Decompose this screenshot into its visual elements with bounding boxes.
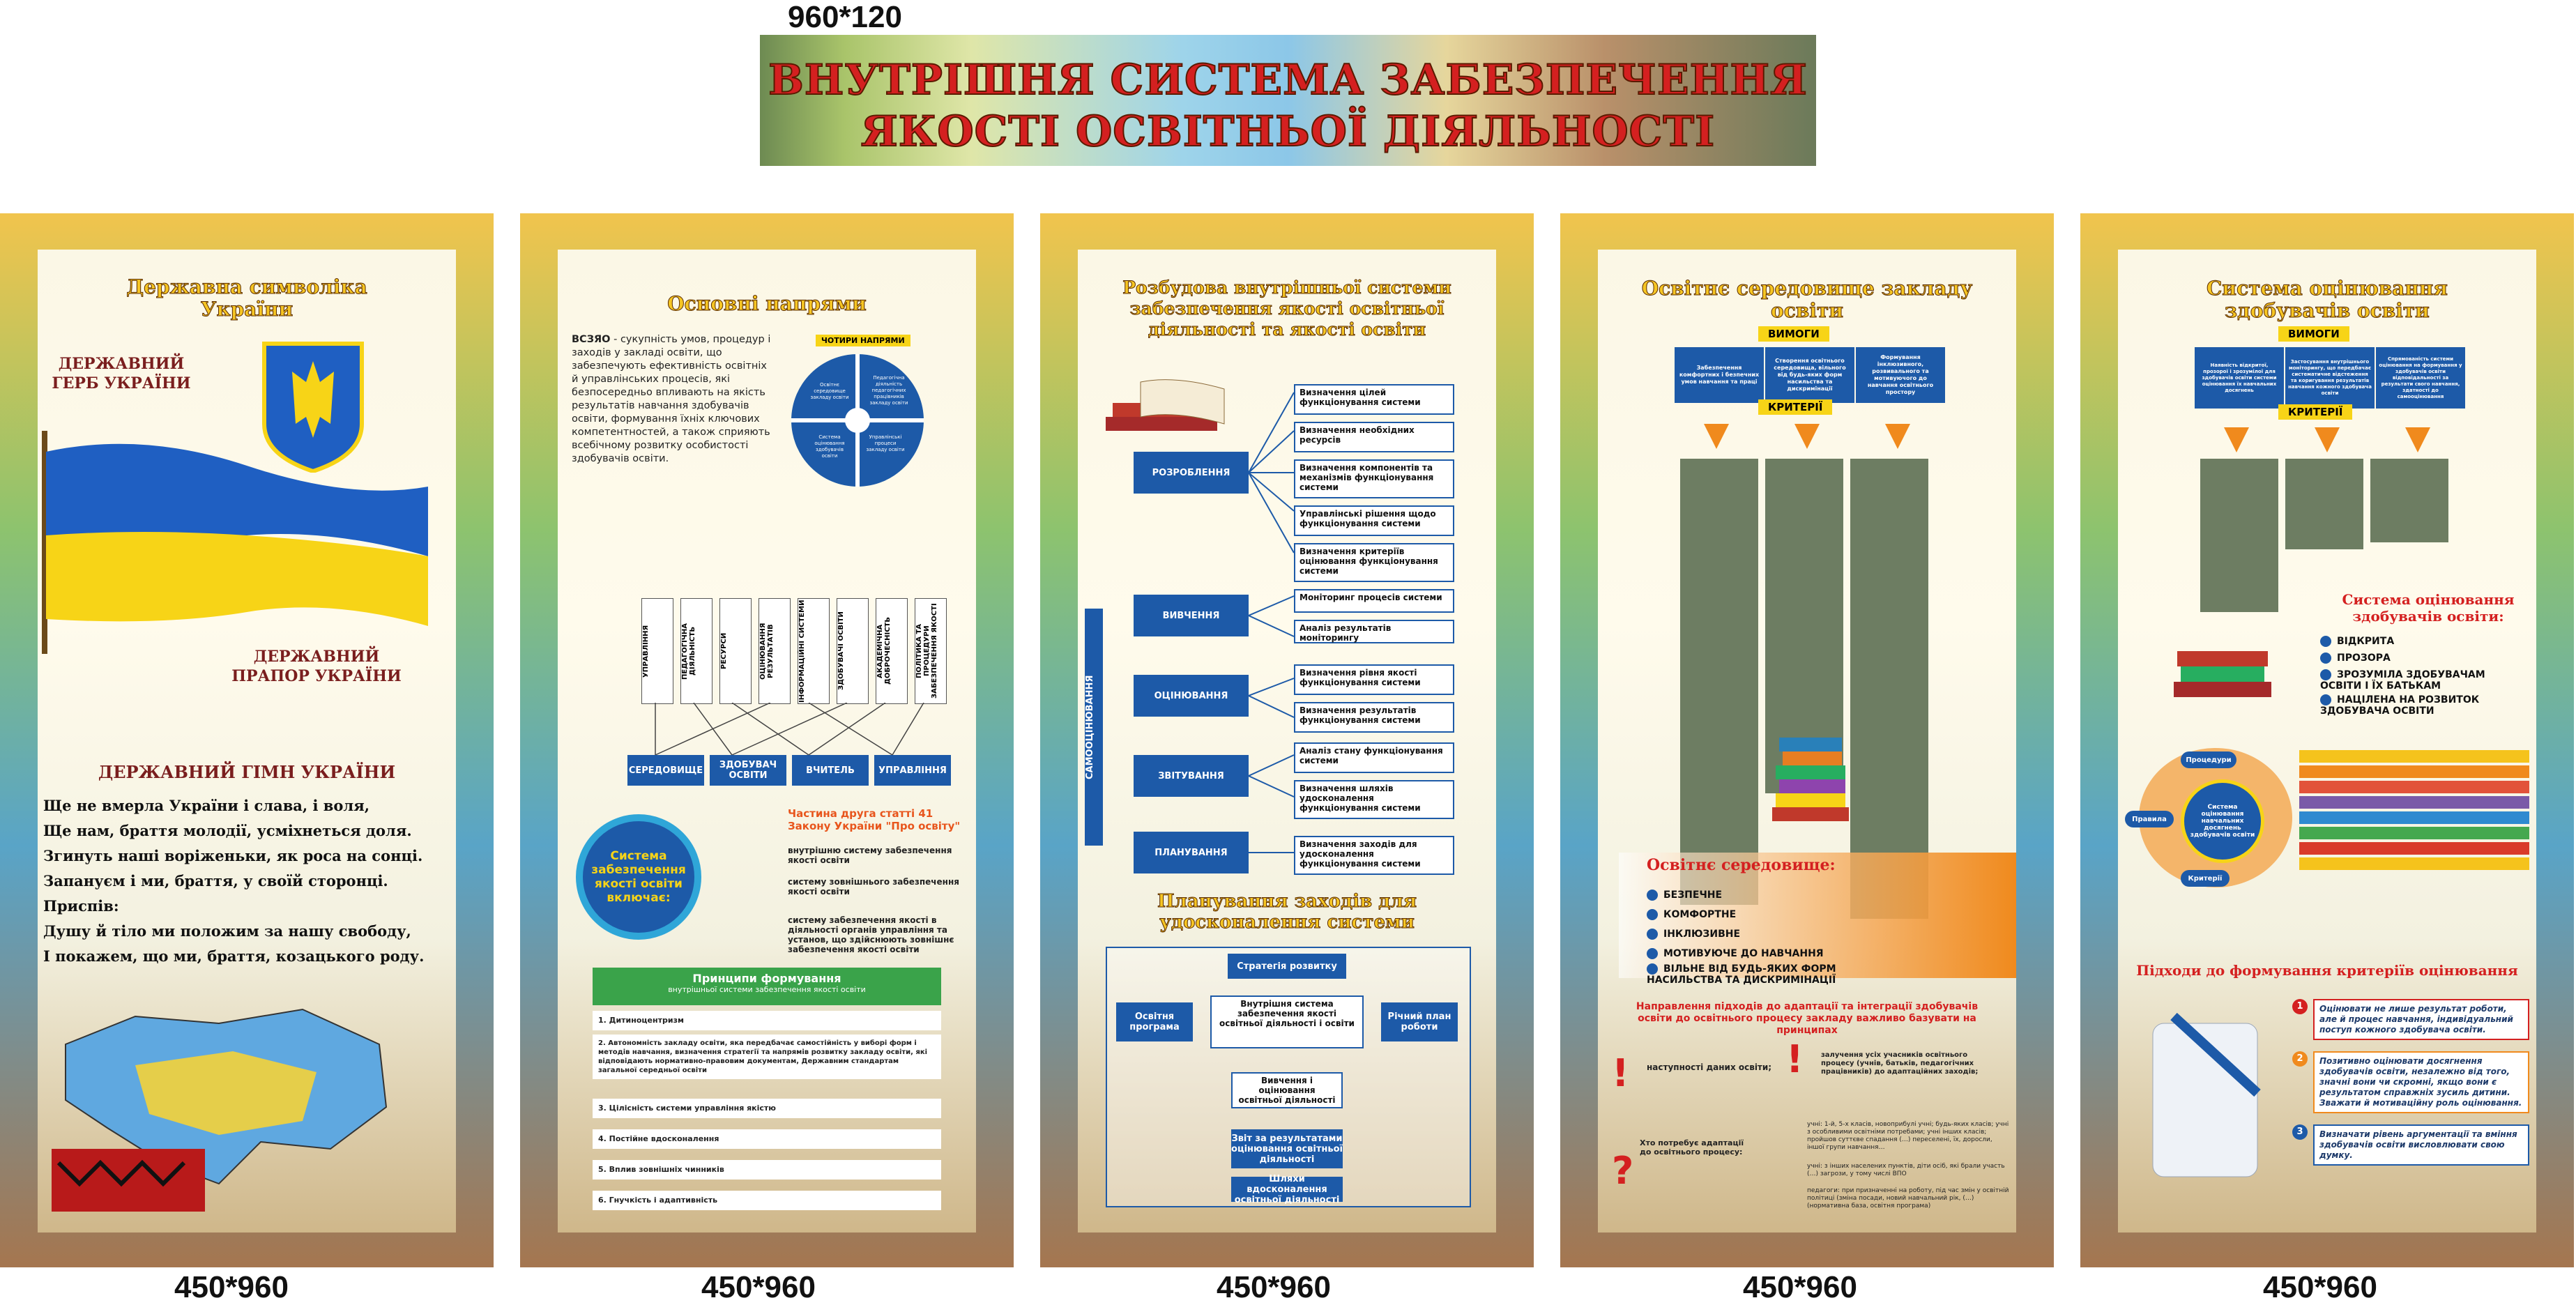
panel-inner xyxy=(38,250,456,1232)
criteria-stripe xyxy=(2299,796,2529,809)
panel-title: Освітнє середовище закладу освіти xyxy=(1641,277,1973,322)
stage-item: Визначення шляхів удосконалення функціонування системи xyxy=(1294,780,1454,819)
banner-title-line1: ВНУТРІШНЯ СИСТЕМА ЗАБЕЗПЕЧЕННЯ xyxy=(768,56,1808,105)
scroll-pencil-icon xyxy=(2132,1009,2278,1191)
flag-icon xyxy=(38,424,456,661)
stage-item: Визначення компонентів та механізмів функціонування системи xyxy=(1294,459,1454,498)
panel-state-symbols xyxy=(0,213,494,1267)
criteria-stripe xyxy=(2299,781,2529,793)
circle-segment: Педагогічна діяльність педагогічних працівників закладу освіти xyxy=(869,375,908,406)
anthem-text xyxy=(43,793,455,969)
cycle-node: Критерії xyxy=(2181,870,2230,887)
assessment-title: Система оцінювання здобувачів освіти: xyxy=(2342,591,2515,625)
anthem-line: Ще нам, браття молодії, усміхнеться доля. xyxy=(43,822,412,839)
self-assessment-label: САМООЦІНЮВАННЯ xyxy=(1085,609,1103,846)
adaptation-answer: педагоги: при призначенні на роботу, під час змін у освітній політиці (зміна посади, новий навчальний рік, (…) (нормативна база, освітня програма) xyxy=(1807,1187,2009,1209)
direction-box: СЕРЕДОВИЩЕ xyxy=(627,755,704,786)
adaptation-answer: учні: з інших населених пунктів, діти осіб, які брали участь (…) загрози, у тому числі ВПО xyxy=(1807,1163,2005,1177)
exclamation-icon: ! xyxy=(1786,1037,1804,1081)
adaptation-answer: учні: 1-й, 5-х класів, новоприбулі учні; будь-яких класів; учні з особливими освітніми потребами; учні інших класів; пройшов суттєве спадання (…) переселені, їх, доросли, іншої групи навчання… xyxy=(1807,1121,2009,1151)
vertical-label: УПРАВЛІННЯ xyxy=(641,598,673,704)
requirement-box: Створення освітнього середовища, вільного від будь-яких форм насильства та дискримінації xyxy=(1765,347,1854,403)
criteria-column xyxy=(2200,459,2278,612)
stage-item: Аналіз результатів моніторингу xyxy=(1294,620,1454,643)
adaptation-q2: залучення усіх учасників освітнього процесу (учнів, батьків, педагогічних працівників) до адаптаційних заходів; xyxy=(1821,1051,1979,1076)
requirement-box: Застосування внутрішнього моніторингу, що передбачає систематичне відстеження та коригування результатів навчання кожного здобувача освіти xyxy=(2285,347,2375,409)
anthem-line: І покажем, що ми, браття, козацького роду. xyxy=(43,947,425,965)
stage-item: Визначення рівня якості функціонування системи xyxy=(1294,664,1454,695)
cycle-center: Система оцінювання навчальних досягнень здобувачів освіти xyxy=(2181,779,2264,863)
direction-box: УПРАВЛІННЯ xyxy=(874,755,951,786)
panel-title: Державна символіка України xyxy=(126,275,367,321)
books-icon xyxy=(2167,640,2278,717)
article-item: систему зовнішнього забезпечення якості освіти xyxy=(788,877,959,896)
environment-item: МОТИВУЮЧЕ ДО НАВЧАННЯ xyxy=(1647,944,1884,963)
cycle-node: Правила xyxy=(2125,811,2174,827)
panel-inner xyxy=(2118,250,2536,1232)
panel-size-label: 450*960 xyxy=(701,1270,816,1304)
stage-box: ПЛАНУВАННЯ xyxy=(1134,832,1249,873)
cycle-node: Процедури xyxy=(2181,751,2236,768)
assessment-item: НАЦІЛЕНА НА РОЗВИТОК ЗДОБУВАЧА ОСВІТИ xyxy=(2320,694,2480,717)
criteria-stripe xyxy=(2299,857,2529,870)
criteria-label: КРИТЕРІЇ xyxy=(1758,399,1832,415)
panel-size-label: 450*960 xyxy=(2263,1270,2377,1304)
approach-text: Визначати рівень аргументації та вміння здобувачів освіти висловлювати свою думку. xyxy=(2313,1124,2529,1166)
anthem-line: Ще не вмерла України і слава, і воля, xyxy=(43,797,370,814)
approaches-title: Підходи до формування критеріїв оцінювання xyxy=(2136,962,2518,979)
stage-box: РОЗРОБЛЕННЯ xyxy=(1134,452,1249,494)
ways-box: Шляхи вдосконалення освітньої діяльності xyxy=(1231,1177,1343,1202)
stage-box: ОЦІНЮВАННЯ xyxy=(1134,675,1249,717)
panel-inner xyxy=(1598,250,2016,1232)
check-icon xyxy=(1647,963,1658,975)
panel-educational-environment xyxy=(1560,213,2054,1267)
banner-title-line2: ЯКОСТІ ОСВІТНЬОЇ ДІЯЛЬНОСТІ xyxy=(860,107,1716,156)
number-badge-icon: 3 xyxy=(2292,1124,2308,1140)
approaches-list xyxy=(2292,999,2529,1166)
criteria-column xyxy=(2370,459,2448,542)
criteria-stripe xyxy=(2299,765,2529,778)
check-icon xyxy=(2320,669,2331,680)
stage-item: Визначення критеріїв оцінювання функціонування системи xyxy=(1294,543,1454,582)
principle-item: 2. Автономність закладу освіти, яка передбачає самостійність у виборі форм і методів навчання, визначення стратегії та напрямів розвитку закладу освіти, які відповідають нормативно-правовим документам, Державним стандартам загальної середньої освіти xyxy=(593,1035,941,1079)
requirements-label: ВИМОГИ xyxy=(2278,326,2349,342)
stage-item: Визначення результатів функціонування системи xyxy=(1294,702,1454,733)
panel-title: Розбудова внутрішньої системи забезпечення якості освітньої діяльності та якості освіти xyxy=(1122,277,1451,339)
anthem-title: ДЕРЖАВНИЙ ГІМН УКРАЇНИ xyxy=(98,762,396,782)
panel-internal-system xyxy=(1040,213,1534,1267)
stage-item: Аналіз стану функціонування системи xyxy=(1294,742,1454,773)
direction-box: ЗДОБУВАЧ ОСВІТИ xyxy=(710,755,786,786)
panel-size-label: 450*960 xyxy=(174,1270,289,1304)
ukraine-map-icon xyxy=(52,1002,400,1212)
down-arrow-icon xyxy=(2405,427,2430,452)
panel-assessment-system xyxy=(2080,213,2574,1267)
environment-item: ВІЛЬНЕ ВІД БУДЬ-ЯКИХ ФОРМ НАСИЛЬСТВА ТА ДИСКРИМІНАЦІЇ xyxy=(1647,963,1836,986)
principles-subtitle: внутрішньої системи забезпечення якості освіти xyxy=(668,985,866,994)
number-badge-icon: 1 xyxy=(2292,999,2308,1014)
criteria-stripe xyxy=(2299,750,2529,763)
circle-segment: Освітнє середовище закладу освіти xyxy=(810,382,849,400)
check-icon xyxy=(1647,890,1658,901)
panel-inner xyxy=(558,250,976,1232)
edu-program-box: Освітня програма xyxy=(1116,1002,1193,1041)
inner-system-box: Внутрішня система забезпечення якості освітньої діяльності і освіти xyxy=(1210,995,1364,1048)
approach-item xyxy=(2292,999,2529,1040)
circle-segment: Система оцінювання здобувачів освіти xyxy=(814,434,845,459)
check-icon xyxy=(2320,694,2331,705)
anthem-line: Душу й тіло ми положим за нашу свободу, xyxy=(43,922,411,940)
check-icon xyxy=(1647,948,1658,959)
stage-box: ВИВЧЕННЯ xyxy=(1134,595,1249,636)
four-directions-label: ЧОТИРИ НАПРЯМИ xyxy=(816,335,910,346)
vszyao-definition xyxy=(572,333,774,466)
assessment-list xyxy=(2320,633,2529,717)
criteria-column xyxy=(1680,459,1758,905)
panel-title: Система оцінювання здобувачів освіти xyxy=(2207,277,2448,322)
principles-title: Принципи формування xyxy=(692,972,841,985)
adaptation-title: Направлення підходів до адаптації та інтеграції здобувачів освіти до освітнього процесу закладу важливо базувати на принципах xyxy=(1636,1001,1979,1036)
criteria-stripes xyxy=(2299,750,2529,873)
stage-item: Моніторинг процесів системи xyxy=(1294,589,1454,613)
principle-item: 4. Постійне вдосконалення xyxy=(593,1129,941,1149)
approach-text: Позитивно оцінювати досягнення здобувачів освіти, незалежно від того, значні вони чи скромні, якщо вони є результатом справжніх зусиль дитини. Зважати й мотиваційну роль оцінювання. xyxy=(2313,1051,2529,1113)
anthem-line: Згинуть наші воріженьки, як роса на сонці. xyxy=(43,847,423,864)
panel-size-label: 450*960 xyxy=(1217,1270,1331,1304)
stage-item: Визначення заходів для удосконалення функціонування системи xyxy=(1294,836,1454,875)
vertical-label: ІНФОРМАЦІЙНІ СИСТЕМИ xyxy=(798,598,830,704)
vertical-labels-row xyxy=(641,598,955,703)
vszyao-term: ВСЗЯО xyxy=(572,334,611,345)
vertical-label: АКАДЕМІЧНА ДОБРОЧЕСНІСТЬ xyxy=(876,598,908,704)
requirements-label: ВИМОГИ xyxy=(1758,326,1829,342)
panel-title: Основні напрями xyxy=(667,292,867,315)
vertical-label: ОЦІНЮВАННЯ РЕЗУЛЬТАТІВ xyxy=(759,598,791,704)
check-icon xyxy=(1647,929,1658,940)
books-stack-icon xyxy=(1765,724,1856,835)
stage-box: ЗВІТУВАННЯ xyxy=(1134,755,1249,797)
report-box: Звіт за результатами оцінювання освітньої діяльності xyxy=(1231,1129,1343,1168)
anthem-line: Запануєм і ми, браття, у своїй сторонці. xyxy=(43,872,388,890)
header-banner xyxy=(760,35,1816,166)
principle-item: 1. Дитиноцентризм xyxy=(593,1011,941,1030)
circle-segment: Управлінські процеси закладу освіти xyxy=(866,434,905,452)
assessment-item: ВІДКРИТА xyxy=(2320,633,2529,650)
principle-item: 6. Гнучкість і адаптивність xyxy=(593,1191,941,1210)
stage-item: Визначення цілей функціонування системи xyxy=(1294,384,1454,415)
article-title: Частина друга статті 41 Закону України "Про освіту" xyxy=(788,807,961,832)
vertical-label: ЗДОБУВАЧІ ОСВІТИ xyxy=(837,598,869,704)
down-arrow-icon xyxy=(1704,424,1729,449)
down-arrow-icon xyxy=(1794,424,1820,449)
panel-main-directions xyxy=(520,213,1014,1267)
principle-item: 3. Цілісність системи управління якістю xyxy=(593,1099,941,1118)
stage-item: Визначення необхідних ресурсів xyxy=(1294,422,1454,452)
requirement-box: Забезпечення комфортних і безпечних умов навчання та праці xyxy=(1675,347,1764,403)
down-arrow-icon xyxy=(2315,427,2340,452)
check-icon xyxy=(2320,652,2331,664)
study-box: Вивчення і оцінювання освітньої діяльності xyxy=(1231,1072,1343,1108)
vszyao-text: - сукупність умов, процедур і заходів у закладі освіти, що забезпечують ефективність освітніх й управлінських процесів, які безпосередньо впливають на якість результатів навчання здобувачів освіти, формування їхніх ключових компетентностей, а також сприяють всебічному розвитку особистості здобувачів освіти. xyxy=(572,334,771,464)
question-icon: ? xyxy=(1612,1149,1634,1193)
criteria-stripe xyxy=(2299,811,2529,824)
approach-text: Оцінювати не лише результат роботи, але й процес навчання, індивідуальний поступ кожного здобувача освіти. xyxy=(2313,999,2529,1040)
criteria-column xyxy=(1850,459,1928,919)
stage-connectors-icon xyxy=(1249,386,1297,873)
number-badge-icon: 2 xyxy=(2292,1051,2308,1067)
down-arrow-icon xyxy=(2224,427,2249,452)
adaptation-q3: Хто потребує адаптації до освітнього процесу: xyxy=(1640,1138,1744,1157)
vertical-label: ПОЛІТИКА ТА ПРОЦЕДУРИ ЗАБЕЗПЕЧЕННЯ ЯКОСТІ xyxy=(915,598,947,704)
vertical-label: РЕСУРСИ xyxy=(719,598,752,704)
annual-plan-box: Річний план роботи xyxy=(1381,1002,1458,1041)
exclamation-icon: ! xyxy=(1612,1051,1629,1095)
strategy-box: Стратегія розвитку xyxy=(1228,954,1346,979)
article-item: систему забезпечення якості в діяльності органів управління та установ, що здійснюють зовнішнє забезпечення якості освіти xyxy=(788,915,954,954)
criteria-column xyxy=(2285,459,2363,549)
check-icon xyxy=(2320,636,2331,647)
criteria-stripe xyxy=(2299,842,2529,855)
connector-lines-icon xyxy=(627,703,962,758)
anthem-line: Приспів: xyxy=(43,897,119,915)
quality-system-circle: Система забезпечення якості освіти включає: xyxy=(576,814,701,940)
flag-label: ДЕРЖАВНИЙ ПРАПОР УКРАЇНИ xyxy=(231,648,402,685)
planning-title: Планування заходів для удосконалення системи xyxy=(1157,891,1417,933)
check-icon xyxy=(1647,909,1658,920)
assessment-item: ЗРОЗУМІЛА ЗДОБУВАЧАМ ОСВІТИ І ЇХ БАТЬКАМ xyxy=(2320,669,2485,692)
environment-list xyxy=(1647,885,1884,986)
coat-label: ДЕРЖАВНИЙ ГЕРБ УКРАЇНИ xyxy=(52,355,191,392)
banner-size-label: 960*120 xyxy=(788,0,902,34)
adaptation-q1: наступності даних освіти; xyxy=(1647,1062,1772,1072)
environment-title: Освітнє середовище: xyxy=(1647,856,1836,874)
principles-header xyxy=(593,968,941,1005)
vertical-label: ПЕДАГОГІЧНА ДІЯЛЬНІСТЬ xyxy=(680,598,712,704)
assessment-item: ПРОЗОРА xyxy=(2320,650,2529,666)
environment-item: БЕЗПЕЧНЕ xyxy=(1647,885,1884,905)
environment-item: ІНКЛЮЗИВНЕ xyxy=(1647,924,1884,944)
books-icon xyxy=(1099,375,1238,452)
article-item: внутрішню систему забезпечення якості освіти xyxy=(788,846,952,865)
approach-item xyxy=(2292,1124,2529,1166)
environment-item: КОМФОРТНЕ xyxy=(1647,905,1884,924)
requirement-box: Спрямованість системи оцінювання на формування у здобувачів освіти відповідальності за результати свого навчання, здатності до самооцінювання xyxy=(2376,347,2465,409)
four-directions-circle-icon xyxy=(788,351,927,490)
stage-item: Управлінські рішення щодо функціонування системи xyxy=(1294,505,1454,536)
panel-size-label: 450*960 xyxy=(1743,1270,1857,1304)
direction-box: ВЧИТЕЛЬ xyxy=(792,755,869,786)
principle-item: 5. Вплив зовнішніх чинників xyxy=(593,1160,941,1180)
criteria-label: КРИТЕРІЇ xyxy=(2278,404,2352,420)
approach-item xyxy=(2292,1051,2529,1113)
panel-inner xyxy=(1078,250,1496,1232)
criteria-stripe xyxy=(2299,827,2529,839)
requirement-box: Наявність відкритої, прозорої і зрозумілої для здобувачів освіти системи оцінювання їх навчальних досягнень xyxy=(2195,347,2284,409)
down-arrow-icon xyxy=(1885,424,1910,449)
requirement-box: Формування інклюзивного, розвивального та мотивуючого до навчання освітнього простору xyxy=(1856,347,1945,403)
